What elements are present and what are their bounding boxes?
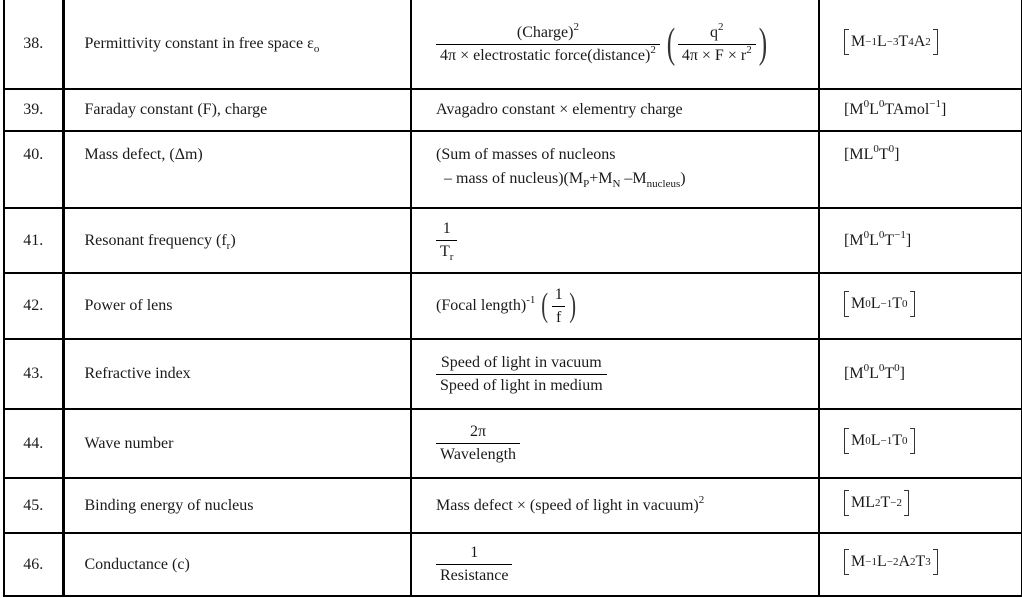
- quantity-name: Refractive index: [63, 339, 411, 409]
- formula-text: – mass of nucleus)(M: [444, 170, 584, 187]
- dim-base: T: [884, 365, 895, 382]
- dimension: M L 2 T −2: [844, 490, 909, 516]
- denominator: Speed of light in medium: [436, 374, 607, 395]
- dim-base: T: [892, 432, 903, 449]
- formula-cell: [411, 131, 819, 208]
- quantity-name: Wave number: [63, 409, 411, 478]
- dim-exp: 0: [888, 143, 895, 155]
- dim-exp: 0: [873, 143, 879, 155]
- numerator: q: [710, 23, 718, 41]
- right-bracket-icon: [933, 29, 938, 55]
- quantity-name-text: Resonant frequency (f: [84, 231, 227, 249]
- right-bracket-icon: [933, 549, 938, 575]
- dim-base: L: [869, 365, 879, 382]
- row-number: 44.: [4, 409, 63, 478]
- right-bracket-icon: [910, 428, 915, 454]
- row-number: 45.: [4, 478, 63, 533]
- dim-base: T: [884, 231, 895, 249]
- formula-cell: [411, 533, 819, 596]
- fraction: [436, 20, 660, 65]
- table-row: [4, 409, 1022, 478]
- dim-base: TAmol: [884, 101, 930, 118]
- dim-base: M: [849, 231, 864, 249]
- superscript: 2: [698, 493, 705, 506]
- left-paren-icon: (: [666, 21, 676, 67]
- dim-base: T: [892, 294, 903, 312]
- superscript: 2: [746, 43, 752, 56]
- fraction: [551, 286, 567, 327]
- dim-base: L: [876, 32, 887, 50]
- table-row: [4, 273, 1022, 339]
- dim-exp: 0: [878, 362, 885, 374]
- fraction: [436, 544, 512, 585]
- parenthetical: [539, 286, 578, 327]
- dim-base: L: [876, 553, 887, 570]
- formula-text: –M: [620, 170, 647, 187]
- right-bracket-icon: [910, 291, 915, 317]
- numerator: (Charge): [516, 23, 574, 41]
- dim-base: M: [851, 553, 866, 570]
- dimension-cell: $[ML^0T^0]$: [819, 131, 1022, 208]
- quantity-name: Power of lens: [63, 273, 411, 339]
- dimension: M 0 L −1 T 0: [844, 428, 915, 454]
- dim-base: T: [915, 553, 926, 570]
- table-row: [4, 131, 1022, 208]
- quantity-name: Faraday constant (F), charge: [63, 89, 411, 131]
- formula-cell: [411, 273, 819, 339]
- formula-cell: [411, 339, 819, 409]
- formula-text: ): [680, 170, 686, 187]
- fraction: [678, 20, 756, 65]
- fraction: [436, 220, 457, 261]
- formula-cell: [411, 478, 819, 533]
- row-number: 41.: [4, 208, 63, 273]
- quantity-name: Binding energy of nucleus: [63, 478, 411, 533]
- dimension-cell: [819, 409, 1022, 478]
- quantity-name: [63, 0, 411, 89]
- denominator: T: [440, 243, 450, 260]
- table-row: [4, 533, 1022, 596]
- dim-base: T: [878, 146, 889, 163]
- right-bracket-icon: [904, 490, 909, 516]
- dimension-cell: $[M^0L^0T^0]$: [819, 339, 1022, 409]
- dim-base: L: [870, 432, 881, 449]
- dim-base: T: [880, 494, 891, 511]
- dim-base: M: [849, 146, 864, 163]
- left-bracket-icon: [844, 291, 849, 317]
- superscript: 2: [650, 43, 656, 56]
- formula-cell: [411, 0, 819, 89]
- table-row: [4, 478, 1022, 533]
- quantity-name: [63, 208, 411, 273]
- dimension-cell: [819, 533, 1022, 596]
- dim-base: M: [851, 32, 866, 50]
- right-paren-icon: ): [758, 21, 767, 67]
- table-row: [4, 0, 1022, 89]
- dimension: M −1 L −3 T 4 A 2: [844, 29, 938, 55]
- dim-exp: −1: [894, 228, 906, 241]
- row-number: 46.: [4, 533, 63, 596]
- left-bracket-icon: [844, 490, 849, 516]
- formula-cell: Avagadro constant × elementry charge: [411, 89, 819, 131]
- dimension: M −1 L −2 A 2 T 3: [844, 549, 938, 575]
- denominator: Resistance: [436, 564, 512, 585]
- subscript: N: [612, 178, 621, 190]
- dim-exp: −1: [929, 98, 941, 110]
- dim-base: A: [898, 553, 911, 570]
- fraction: [436, 423, 520, 464]
- superscript: -1: [526, 293, 536, 306]
- row-number: 38.: [4, 0, 63, 89]
- dim-exp: 0: [878, 228, 885, 241]
- dimension-cell: [819, 478, 1022, 533]
- left-bracket-icon: [844, 29, 849, 55]
- quantity-name-text: ): [230, 231, 236, 249]
- dim-base: L: [870, 294, 881, 312]
- dim-base: L: [865, 494, 876, 511]
- row-number: 43.: [4, 339, 63, 409]
- dim-exp: 0: [894, 362, 900, 374]
- fraction: [436, 354, 607, 395]
- numerator: 2π: [469, 423, 487, 440]
- numerator: 1: [470, 544, 479, 561]
- denominator: 4π × F × r: [681, 46, 747, 64]
- quantity-name: Conductance (c): [63, 533, 411, 596]
- subscript: nucleus: [646, 178, 681, 190]
- formula-cell: [411, 409, 819, 478]
- subscript: r: [226, 239, 231, 252]
- dim-base: M: [849, 365, 864, 382]
- dim-exp: 0: [863, 228, 870, 241]
- dimensional-formula-table: [3, 0, 1022, 597]
- dim-base: L: [869, 231, 879, 249]
- dim-base: M: [849, 101, 864, 118]
- numerator: Speed of light in vacuum: [440, 353, 602, 371]
- dim-exp: 0: [878, 98, 885, 110]
- table-row: [4, 208, 1022, 273]
- dim-exp: 0: [863, 362, 870, 374]
- subscript: r: [449, 251, 454, 263]
- table-row: [4, 89, 1022, 131]
- formula-line-2: [436, 170, 818, 188]
- dim-exp: 0: [863, 98, 870, 110]
- formula-text: (Focal length): [436, 296, 527, 314]
- row-number: 40.: [4, 131, 63, 208]
- formula-cell: [411, 208, 819, 273]
- parenthetical: [664, 20, 770, 67]
- formula-text: +M: [589, 170, 613, 187]
- subscript: o: [313, 43, 320, 55]
- left-bracket-icon: [844, 549, 849, 575]
- quantity-name: Mass defect, (Δm): [63, 131, 411, 208]
- row-number: 42.: [4, 273, 63, 339]
- dimension-cell: [819, 273, 1022, 339]
- denominator: Wavelength: [436, 443, 520, 464]
- superscript: 2: [573, 20, 579, 33]
- numerator: 1: [554, 285, 563, 303]
- dim-base: M: [851, 432, 866, 449]
- table-row: [4, 339, 1022, 409]
- numerator: 1: [442, 220, 451, 237]
- dim-base: T: [898, 32, 909, 50]
- superscript: 2: [718, 20, 724, 33]
- left-paren-icon: (: [541, 287, 549, 324]
- dim-base: M: [851, 494, 866, 511]
- subscript: P: [583, 178, 590, 190]
- dimension-cell: $[M^0L^0T^{-1}]$: [819, 208, 1022, 273]
- row-number: 39.: [4, 89, 63, 131]
- dim-base: M: [851, 294, 866, 312]
- dimension-cell: $[M^0L^0TAmol^{-1}]$: [819, 89, 1022, 131]
- formula-text: Mass defect × (speed of light in vacuum): [436, 496, 699, 514]
- dimension-cell: [819, 0, 1022, 89]
- denominator: f: [552, 306, 565, 327]
- left-bracket-icon: [844, 428, 849, 454]
- denominator: 4π × electrostatic force(distance): [440, 46, 651, 64]
- right-paren-icon: ): [568, 287, 576, 324]
- formula-line-1: (Sum of masses of nucleons: [436, 146, 616, 163]
- dim-base: L: [863, 146, 874, 163]
- dimension: M 0 L −1 T 0: [844, 291, 915, 317]
- dim-base: L: [869, 101, 879, 118]
- dim-base: A: [913, 32, 926, 50]
- quantity-name-text: Permittivity constant in free space ε: [84, 35, 314, 52]
